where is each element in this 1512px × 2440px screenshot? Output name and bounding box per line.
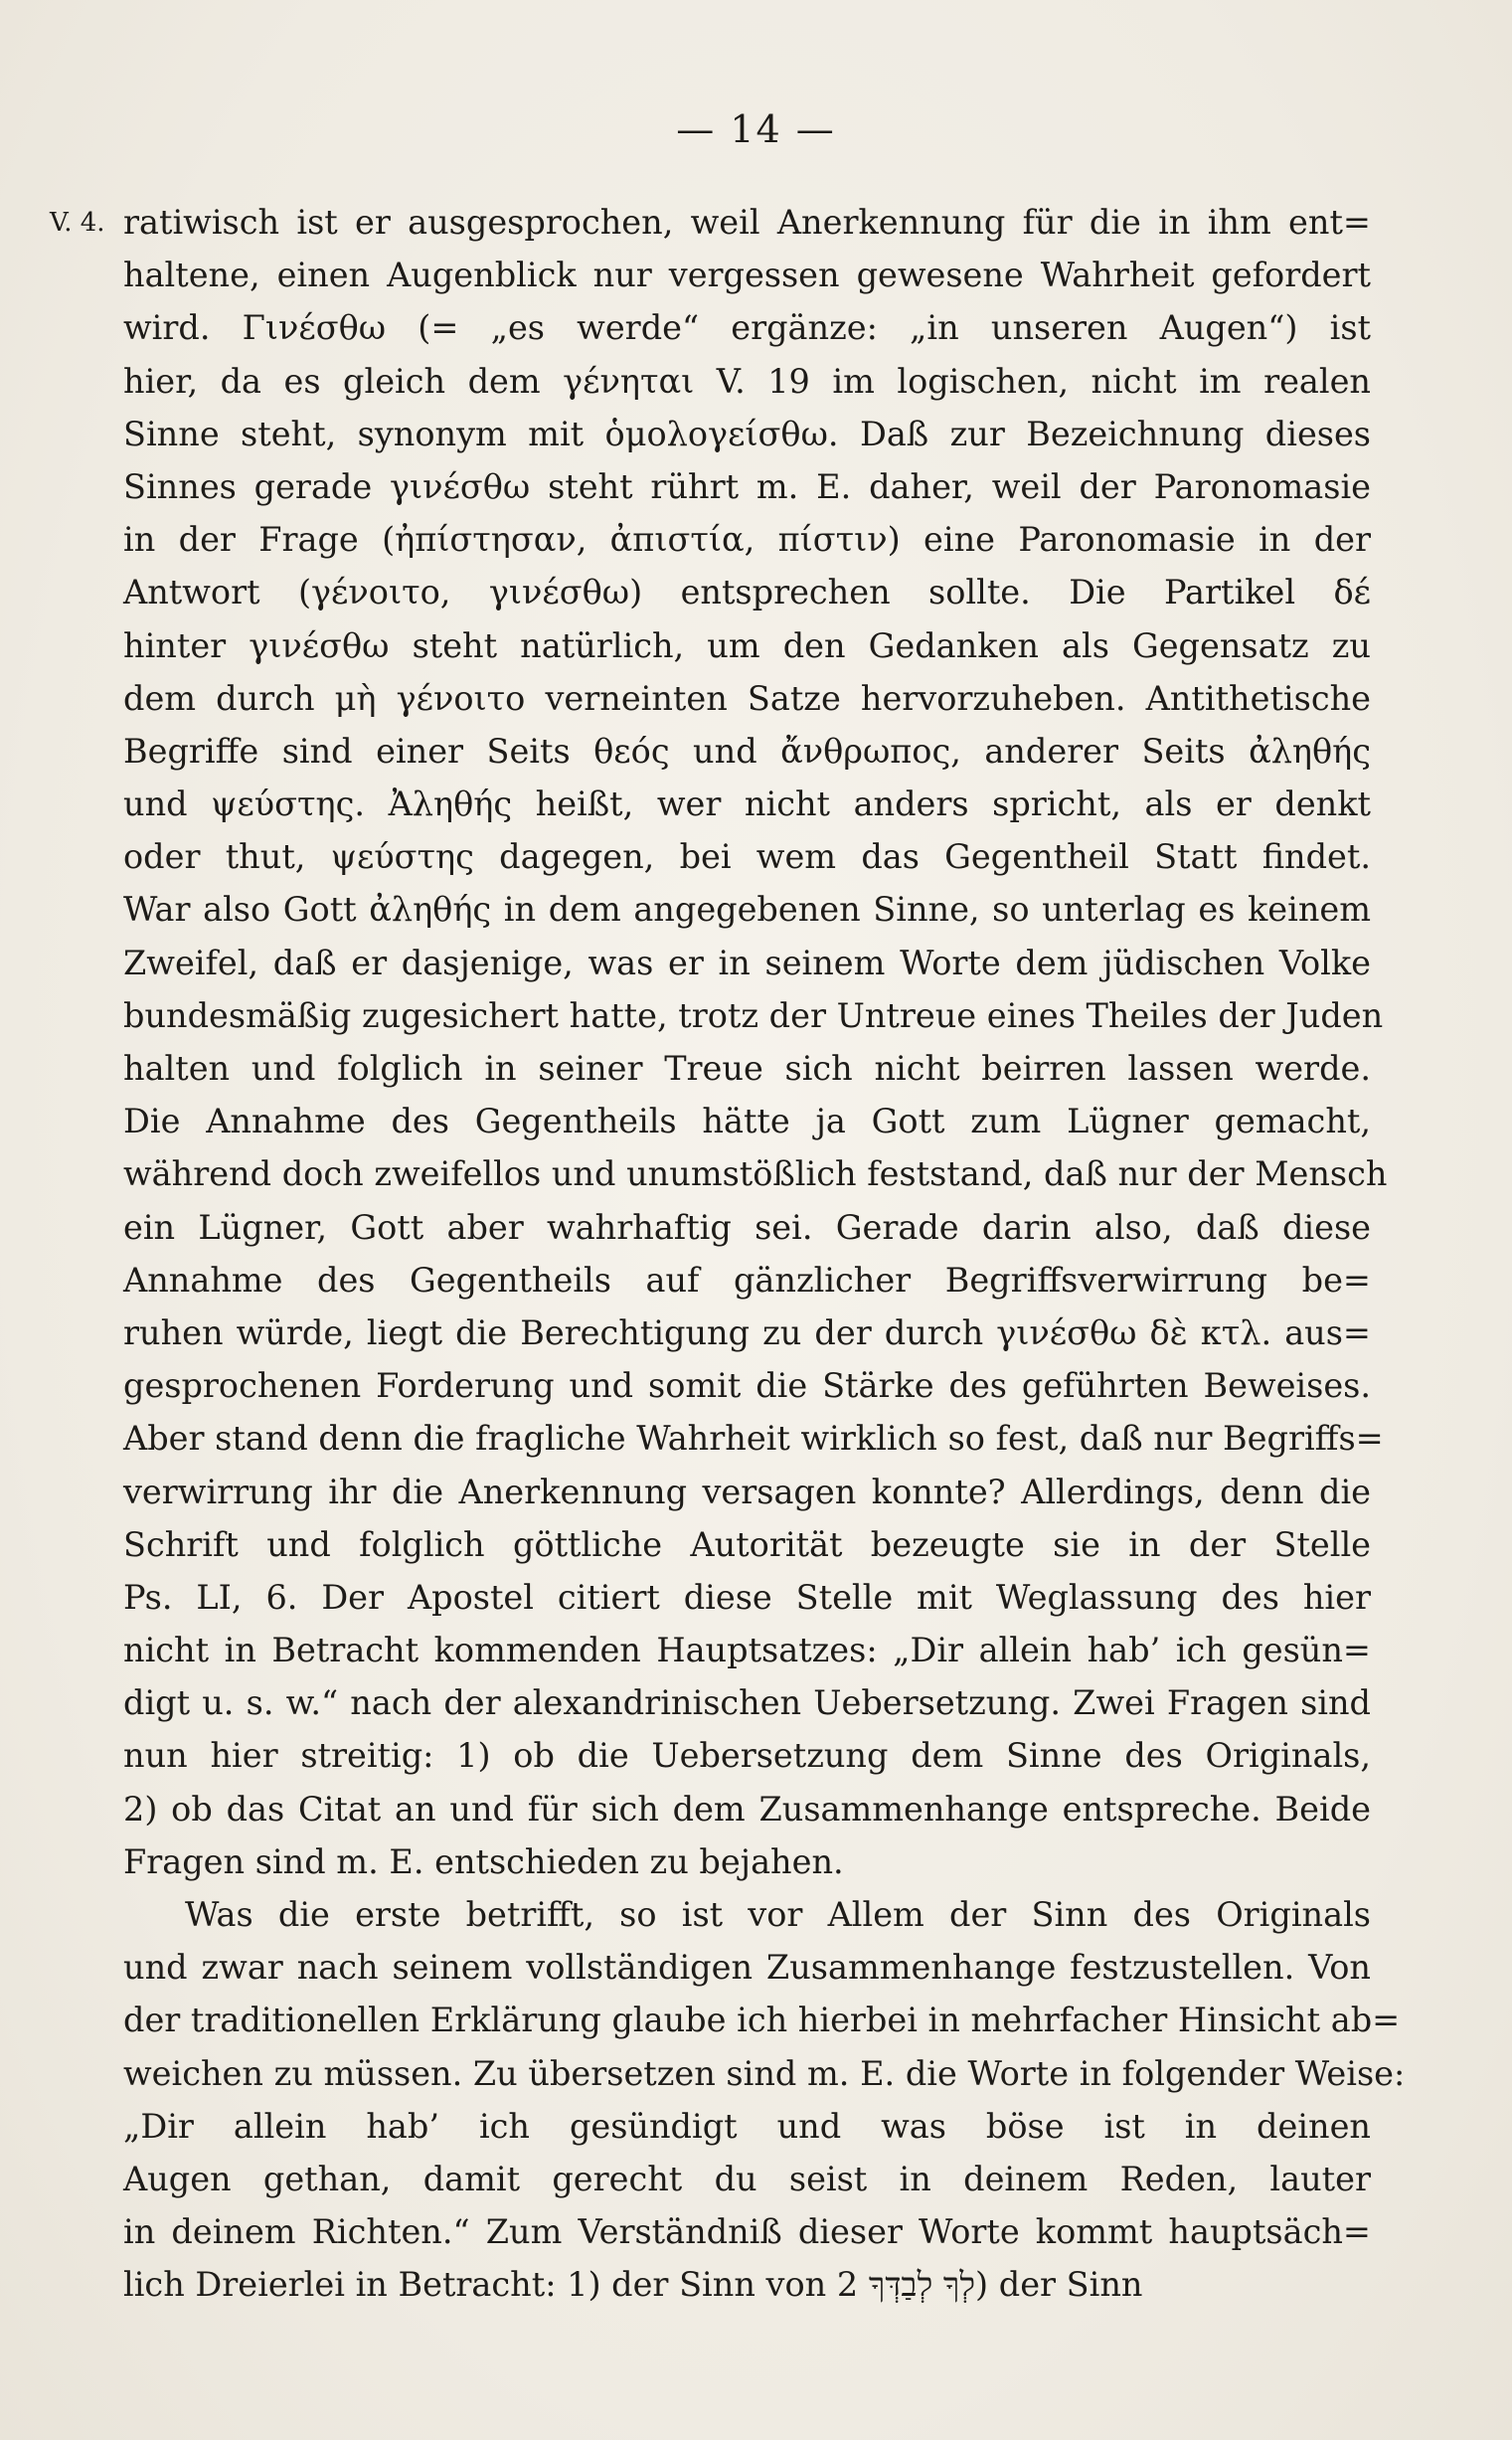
text-line: und zwar nach seinem vollständigen Zusammenhange festzustellen. Von — [123, 1948, 1371, 1988]
page-number: — 14 — — [676, 107, 836, 151]
text-line: oder thut, ψεύστης dagegen, bei wem das Gegentheil Statt findet. — [123, 837, 1371, 877]
text-line: ratiwisch ist er ausgesprochen, weil Anerkennung für die in ihm ent= — [123, 203, 1371, 242]
text-line: 2) ob das Citat an und für sich dem Zusammenhange entspreche. Beide — [123, 1789, 1371, 1829]
text-line: Fragen sind m. E. entschieden zu bejahen. — [123, 1841, 844, 1881]
text-line: Was die erste betrifft, so ist vor Allem der Sinn des Originals — [185, 1895, 1371, 1934]
text-line: der traditionellen Erklärung glaube ich hierbei in mehrfacher Hinsicht ab= — [123, 2001, 1401, 2040]
body-text — [123, 201, 1406, 2317]
text-line: weichen zu müssen. Zu übersetzen sind m. E. die Worte in folgender Weise: — [123, 2053, 1406, 2093]
text-line: Sinne steht, synonym mit ὁμολογείσθω. Daß zur Bezeichnung dieses — [123, 414, 1371, 453]
text-line: Zweifel, daß er dasjenige, was er in seinem Worte dem jüdischen Volke — [123, 943, 1371, 982]
text-line: während doch zweifellos und unumstößlich feststand, daß nur der Mensch — [123, 1154, 1388, 1194]
text-line: dem durch μὴ γένοιτο verneinten Satze hervorzuheben. Antithetische — [123, 678, 1371, 718]
text-line: Begriffe sind einer Seits θεός und ἄνθρωπος, anderer Seits ἀληθής — [123, 731, 1371, 771]
text-line: Annahme des Gegentheils auf gänzlicher Begriffsverwirrung be= — [123, 1260, 1371, 1300]
text-line: digt u. s. w.“ nach der alexandrinischen Uebersetzung. Zwei Fragen sind — [123, 1683, 1371, 1723]
text-line: Aber stand denn die fragliche Wahrheit wirklich so fest, daß nur Begriffs= — [123, 1419, 1384, 1459]
text-line: nun hier streitig: 1) ob die Uebersetzung dem Sinne des Originals, — [123, 1736, 1371, 1776]
text-line: bundesmäßig zugesichert hatte, trotz der Untreue eines Theiles der Juden — [123, 995, 1384, 1035]
text-line: Die Annahme des Gegentheils hätte ja Gott zum Lügner gemacht, — [123, 1102, 1371, 1141]
text-line: War also Gott ἀληθής in dem angegebenen Sinne, so unterlag es keinem — [123, 890, 1371, 930]
text-line: ein Lügner, Gott aber wahrhaftig sei. Gerade darin also, daß diese — [123, 1207, 1371, 1247]
text-line: Augen gethan, damit gerecht du seist in deinem Reden, lauter — [123, 2159, 1371, 2198]
text-line: lich Dreierlei in Betracht: 1) der Sinn von לְךָ לְבַדְּךָ 2) der Sinn — [123, 2265, 1143, 2305]
text-line: verwirrung ihr die Anerkennung versagen konnte? Allerdings, denn die — [123, 1472, 1371, 1511]
text-line: haltene, einen Augenblick nur vergessen gewesene Wahrheit gefordert — [123, 256, 1371, 295]
text-line: Schrift und folglich göttliche Autorität bezeugte sie in der Stelle — [123, 1524, 1371, 1564]
text-line: Ps. LI, 6. Der Apostel citiert diese Stelle mit Weglassung des hier — [123, 1577, 1371, 1617]
text-line: „Dir allein hab’ ich gesündigt und was böse ist in deinen — [123, 2106, 1371, 2146]
text-line: in deinem Richten.“ Zum Verständniß dieser Worte kommt hauptsäch= — [123, 2212, 1371, 2252]
text-line: Sinnes gerade γινέσθω steht rührt m. E. daher, weil der Paronomasie — [123, 466, 1371, 506]
text-line: wird. Γινέσθω (= „es werde“ ergänze: „in unseren Augen“) ist — [123, 308, 1371, 348]
verse-marker: V. 4. — [50, 208, 105, 238]
text-line: und ψεύστης. Ἀληθής heißt, wer nicht anders spricht, als er denkt — [123, 784, 1371, 824]
text-line: gesprochenen Forderung und somit die Stärke des geführten Beweises. — [123, 1366, 1371, 1406]
text-line: hinter γινέσθω steht natürlich, um den Gedanken als Gegensatz zu — [123, 625, 1371, 665]
text-line: hier, da es gleich dem γένηται V. 19 im logischen, nicht im realen — [123, 361, 1371, 401]
text-line: ruhen würde, liegt die Berechtigung zu der durch γινέσθω δὲ κτλ. aus= — [123, 1312, 1371, 1352]
text-line: nicht in Betracht kommenden Hauptsatzes: „Dir allein hab’ ich gesün= — [123, 1631, 1371, 1670]
text-line: in der Frage (ἠπίστησαν, ἀπιστία, πίστιν) eine Paronomasie in der — [123, 520, 1371, 560]
text-line: Antwort (γένοιτο, γινέσθω) entsprechen sollte. Die Partikel δέ — [123, 573, 1371, 612]
text-line: halten und folglich in seiner Treue sich nicht beirren lassen werde. — [123, 1049, 1371, 1088]
